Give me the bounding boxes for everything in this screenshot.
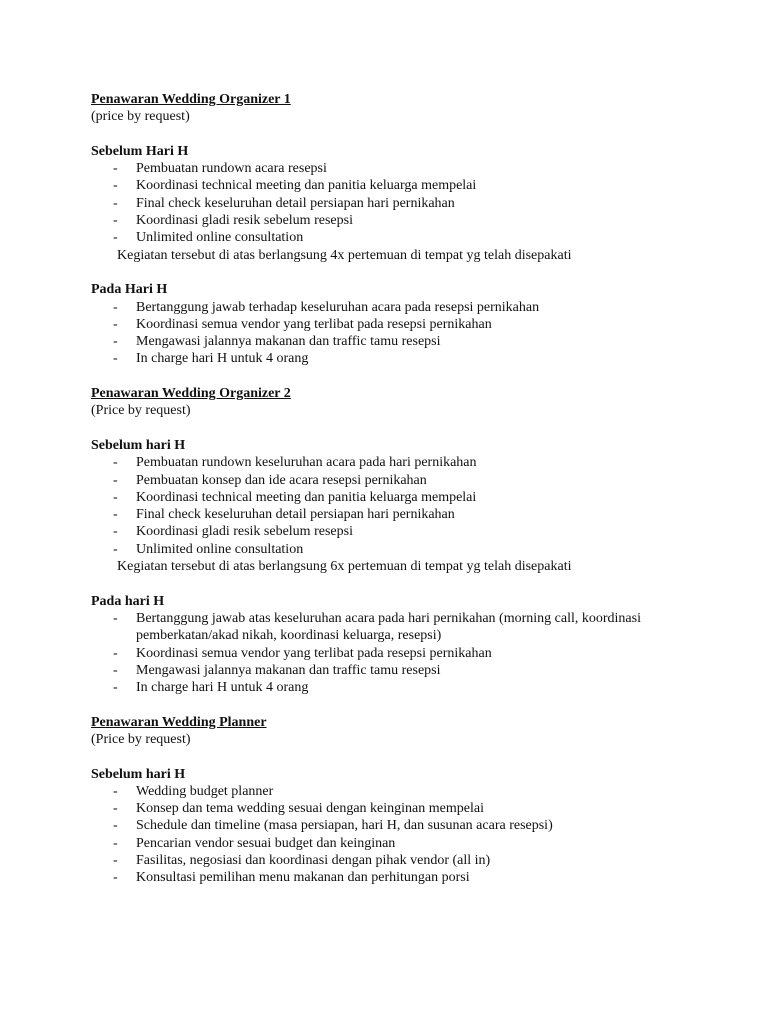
bullet-dash: - (113, 316, 118, 332)
offer-title: Penawaran Wedding Organizer 1 (91, 92, 291, 107)
list-item-text: Unlimited online consultation (136, 230, 304, 246)
bullet-dash: - (113, 230, 118, 246)
section-heading: Sebelum hari H (91, 766, 186, 782)
section-note: Kegiatan tersebut di atas berlangsung 4x pertemuan di tempat yg telah disepakati (117, 247, 572, 263)
list-item-text: Koordinasi gladi resik sebelum resepsi (136, 524, 353, 540)
list-item-text: Koordinasi semua vendor yang terlibat pada resepsi pernikahan (136, 645, 492, 661)
price-note: (price by request) (91, 109, 190, 125)
bullet-dash: - (113, 783, 118, 799)
list-item (91, 662, 731, 679)
list-item-text: Koordinasi semua vendor yang terlibat pada resepsi pernikahan (136, 316, 492, 332)
list-item (91, 506, 731, 523)
section-note: Kegiatan tersebut di atas berlangsung 6x pertemuan di tempat yg telah disepakati (117, 559, 572, 575)
list-item (91, 783, 731, 800)
bullet-dash: - (113, 178, 118, 194)
bullet-dash: - (113, 161, 118, 177)
bullet-dash: - (113, 835, 118, 851)
list-item-text: Mengawasi jalannya makanan dan traffic tamu resepsi (136, 334, 441, 350)
list-item (91, 679, 731, 696)
bullet-dash: - (113, 489, 118, 505)
list-item-text: In charge hari H untuk 4 orang (136, 351, 309, 367)
list-item (91, 350, 731, 367)
list-item (91, 212, 731, 229)
bullet-dash: - (113, 351, 118, 367)
list-item-text: Koordinasi technical meeting dan panitia keluarga mempelai (136, 489, 477, 505)
list-item (91, 333, 731, 350)
bullet-dash: - (113, 870, 118, 886)
bullet-dash: - (113, 645, 118, 661)
list-item-text: Koordinasi gladi resik sebelum resepsi (136, 213, 353, 229)
bullet-dash: - (113, 853, 118, 869)
list-item-text: Pembuatan konsep dan ide acara resepsi pernikahan (136, 472, 427, 488)
list-item (91, 472, 731, 489)
list-item (91, 489, 731, 506)
list-item (91, 160, 731, 177)
list-item-text: In charge hari H untuk 4 orang (136, 680, 309, 696)
bullet-dash: - (113, 662, 118, 678)
list-item-text: Pembuatan rundown keseluruhan acara pada hari pernikahan (136, 455, 477, 471)
list-item (91, 454, 731, 471)
offer-section (91, 281, 731, 367)
price-note: (Price by request) (91, 731, 191, 747)
item-list (91, 299, 731, 368)
list-item (91, 299, 731, 316)
list-item-text: Pembuatan rundown acara resepsi (136, 161, 327, 177)
offer-section (91, 143, 731, 264)
list-item (91, 195, 731, 212)
item-list (91, 610, 731, 696)
offer-block (91, 91, 731, 368)
list-item-text: Konsultasi pemilihan menu makanan dan perhitungan porsi (136, 870, 470, 886)
list-item-text: Koordinasi technical meeting dan panitia keluarga mempelai (136, 178, 477, 194)
list-item-text: Fasilitas, negosiasi dan koordinasi dengan pihak vendor (all in) (136, 853, 491, 869)
bullet-dash: - (113, 334, 118, 350)
price-note: (Price by request) (91, 403, 191, 419)
bullet-dash: - (113, 195, 118, 211)
list-item-text: Konsep dan tema wedding sesuai dengan keinginan mempelai (136, 801, 484, 817)
bullet-dash: - (113, 299, 118, 315)
list-item (91, 800, 731, 817)
section-heading: Sebelum hari H (91, 437, 186, 453)
list-item (91, 177, 731, 194)
offer-block (91, 714, 731, 887)
item-list (91, 783, 731, 887)
list-item (91, 835, 731, 852)
list-item (91, 523, 731, 540)
bullet-dash: - (113, 524, 118, 540)
list-item (91, 316, 731, 333)
item-list (91, 160, 731, 246)
bullet-dash: - (113, 801, 118, 817)
list-item-text: Schedule dan timeline (masa persiapan, hari H, dan susunan acara resepsi) (136, 818, 553, 834)
list-item-text: Pencarian vendor sesuai budget dan keinginan (136, 835, 396, 851)
bullet-dash: - (113, 507, 118, 523)
list-item (91, 869, 731, 886)
section-heading: Pada Hari H (91, 282, 168, 298)
list-item (91, 610, 731, 645)
offer-block (91, 385, 731, 696)
list-item-text: Bertanggung jawab atas keseluruhan acara pada hari pernikahan (morning call, koordinasi pemberkatan/akad nikah, koordinasi keluarga, resepsi) (136, 610, 641, 644)
bullet-dash: - (113, 541, 118, 557)
bullet-dash: - (113, 680, 118, 696)
bullet-dash: - (113, 213, 118, 229)
bullet-dash: - (113, 610, 118, 626)
offer-title: Penawaran Wedding Planner (91, 714, 267, 730)
offer-section (91, 593, 731, 697)
list-item (91, 229, 731, 246)
section-heading: Pada hari H (91, 593, 165, 609)
offer-section (91, 437, 731, 575)
section-heading: Sebelum Hari H (91, 143, 189, 159)
list-item-text: Unlimited online consultation (136, 541, 304, 557)
list-item-text: Final check keseluruhan detail persiapan hari pernikahan (136, 195, 455, 211)
list-item-text: Mengawasi jalannya makanan dan traffic tamu resepsi (136, 662, 441, 678)
bullet-dash: - (113, 818, 118, 834)
bullet-dash: - (113, 455, 118, 471)
offer-title: Penawaran Wedding Organizer 2 (91, 386, 291, 402)
item-list (91, 454, 731, 558)
list-item-text: Wedding budget planner (136, 783, 274, 799)
list-item (91, 645, 731, 662)
list-item (91, 817, 731, 834)
list-item (91, 541, 731, 558)
list-item-text: Final check keseluruhan detail persiapan hari pernikahan (136, 507, 455, 523)
bullet-dash: - (113, 472, 118, 488)
list-item (91, 852, 731, 869)
list-item-text: Bertanggung jawab terhadap keseluruhan acara pada resepsi pernikahan (136, 299, 540, 315)
document-content (91, 91, 731, 904)
offer-section (91, 766, 731, 887)
